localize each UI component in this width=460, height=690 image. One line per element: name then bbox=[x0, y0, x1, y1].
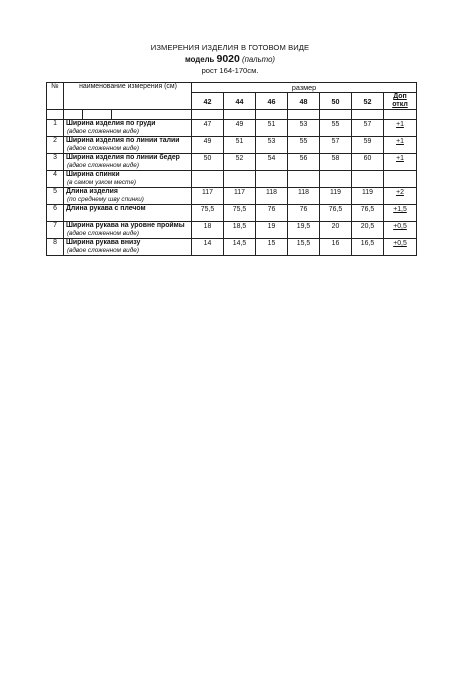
measurement-value: 14,5 bbox=[224, 239, 256, 256]
subheader-cell bbox=[224, 110, 256, 120]
table-row bbox=[47, 120, 417, 137]
measurement-value bbox=[192, 171, 224, 188]
measurement-value: 57 bbox=[320, 137, 352, 154]
measurement-value: 59 bbox=[352, 137, 384, 154]
table-row bbox=[47, 188, 417, 205]
tolerance-value: +1,5 bbox=[393, 206, 407, 213]
column-header-size-group: размер bbox=[192, 83, 417, 93]
subheader-cell bbox=[64, 110, 192, 120]
table-row bbox=[47, 222, 417, 239]
subheader-split-part bbox=[83, 110, 112, 119]
measurement-name-cell bbox=[64, 188, 192, 205]
measurement-value: 53 bbox=[288, 120, 320, 137]
size-header-48: 48 bbox=[288, 93, 320, 110]
row-number: 5 bbox=[47, 188, 64, 205]
tolerance-cell bbox=[384, 137, 417, 154]
measurement-value: 16,5 bbox=[352, 239, 384, 256]
measurement-value: 19,5 bbox=[288, 222, 320, 239]
measurement-name-cell bbox=[64, 120, 192, 137]
measurements-table bbox=[46, 82, 417, 256]
measurement-value: 54 bbox=[256, 154, 288, 171]
tolerance-value: +1 bbox=[396, 155, 404, 162]
measurement-name: Ширина изделия по линии талии bbox=[66, 137, 180, 144]
row-number: 4 bbox=[47, 171, 64, 188]
measurement-name: Ширина рукава внизу bbox=[66, 239, 141, 246]
model-line bbox=[0, 54, 460, 66]
measurement-value: 15,5 bbox=[288, 239, 320, 256]
measurement-value: 75,5 bbox=[224, 205, 256, 222]
size-header-46: 46 bbox=[256, 93, 288, 110]
height-range: рост 164-170см. bbox=[201, 66, 259, 75]
document-header bbox=[0, 42, 460, 77]
tolerance-value: +0,5 bbox=[393, 223, 407, 230]
table-row bbox=[47, 239, 417, 256]
measurement-note: (вдвое сложенном виде) bbox=[67, 145, 139, 152]
measurement-note: (вдвое сложенном виде) bbox=[67, 247, 139, 254]
measurement-name: Ширина рукава на уровне проймы bbox=[66, 222, 185, 229]
measurement-value: 19 bbox=[256, 222, 288, 239]
measurement-note: (вдвое сложенном виде) bbox=[67, 128, 139, 135]
subheader-cell bbox=[320, 110, 352, 120]
table-header-row-1 bbox=[47, 83, 417, 93]
measurement-name: Ширина изделия по груди bbox=[66, 120, 156, 127]
measurement-value: 20 bbox=[320, 222, 352, 239]
tolerance-header-line-1: Доп bbox=[393, 93, 407, 100]
measurement-value: 76 bbox=[256, 205, 288, 222]
tolerance-cell bbox=[384, 205, 417, 222]
measurement-value: 55 bbox=[320, 120, 352, 137]
subheader-split bbox=[64, 110, 191, 119]
row-number: 3 bbox=[47, 154, 64, 171]
measurement-name-cell bbox=[64, 171, 192, 188]
measurement-note: (по среднему шву спинки) bbox=[67, 196, 144, 203]
tolerance-header-line-2: откл bbox=[392, 101, 408, 108]
size-header-44: 44 bbox=[224, 93, 256, 110]
subheader-cell bbox=[47, 110, 64, 120]
subheader-cell bbox=[256, 110, 288, 120]
measurement-value: 119 bbox=[320, 188, 352, 205]
tolerance-cell bbox=[384, 120, 417, 137]
tolerance-value: +2 bbox=[396, 189, 404, 196]
measurement-note: (вдвое сложенном виде) bbox=[67, 162, 139, 169]
table-row bbox=[47, 137, 417, 154]
document-title: ИЗМЕРЕНИЯ ИЗДЕЛИЯ В ГОТОВОМ ВИДЕ bbox=[150, 43, 310, 52]
model-label: модель bbox=[184, 54, 215, 64]
size-header-52: 52 bbox=[352, 93, 384, 110]
measurement-value: 76,5 bbox=[320, 205, 352, 222]
measurement-name-cell bbox=[64, 239, 192, 256]
model-type: (пальто) bbox=[242, 54, 276, 64]
measurement-value: 18 bbox=[192, 222, 224, 239]
measurement-name-cell bbox=[64, 205, 192, 222]
measurement-value: 119 bbox=[352, 188, 384, 205]
measurement-value: 76 bbox=[288, 205, 320, 222]
table-subheader-row bbox=[47, 110, 417, 120]
measurement-value: 118 bbox=[288, 188, 320, 205]
measurement-name: Ширина спинки bbox=[66, 171, 120, 178]
measurement-value: 20,5 bbox=[352, 222, 384, 239]
measurement-value: 51 bbox=[256, 120, 288, 137]
size-header-42: 42 bbox=[192, 93, 224, 110]
measurement-value: 57 bbox=[352, 120, 384, 137]
table-row bbox=[47, 154, 417, 171]
measurement-value: 49 bbox=[192, 137, 224, 154]
measurement-value: 58 bbox=[320, 154, 352, 171]
row-number: 1 bbox=[47, 120, 64, 137]
measurement-value: 49 bbox=[224, 120, 256, 137]
measurement-value: 75,5 bbox=[192, 205, 224, 222]
model-number: 9020 bbox=[216, 52, 240, 65]
tolerance-cell bbox=[384, 154, 417, 171]
measurement-value: 14 bbox=[192, 239, 224, 256]
measurement-value: 52 bbox=[224, 154, 256, 171]
measurement-value: 15 bbox=[256, 239, 288, 256]
size-header-50: 50 bbox=[320, 93, 352, 110]
measurement-note: (вдвое сложенном виде) bbox=[67, 230, 139, 237]
measurement-name: Длина изделия bbox=[66, 188, 118, 195]
tolerance-value: +1 bbox=[396, 121, 404, 128]
row-number: 2 bbox=[47, 137, 64, 154]
measurement-name: Длина рукава с плечом bbox=[66, 205, 146, 212]
subheader-split-part bbox=[64, 110, 83, 119]
tolerance-cell bbox=[384, 239, 417, 256]
tolerance-cell bbox=[384, 222, 417, 239]
measurement-value: 55 bbox=[288, 137, 320, 154]
measurement-name-cell bbox=[64, 137, 192, 154]
subheader-cell bbox=[288, 110, 320, 120]
measurement-note: (в самом узком месте) bbox=[67, 179, 137, 186]
subheader-cell bbox=[384, 110, 417, 120]
row-number: 8 bbox=[47, 239, 64, 256]
measurement-name-cell bbox=[64, 154, 192, 171]
tolerance-value: +0,5 bbox=[393, 240, 407, 247]
measurement-name-cell bbox=[64, 222, 192, 239]
column-header-tolerance bbox=[384, 93, 417, 110]
measurement-name: Ширина изделия по линии бедер bbox=[66, 154, 180, 161]
measurement-value: 117 bbox=[192, 188, 224, 205]
column-header-number: № bbox=[47, 83, 64, 110]
measurement-value: 56 bbox=[288, 154, 320, 171]
tolerance-cell bbox=[384, 188, 417, 205]
subheader-cell bbox=[192, 110, 224, 120]
row-number: 6 bbox=[47, 205, 64, 222]
tolerance-value: +1 bbox=[396, 138, 404, 145]
column-header-name bbox=[64, 83, 192, 110]
measurement-value: 47 bbox=[192, 120, 224, 137]
measurement-value: 51 bbox=[224, 137, 256, 154]
measurement-value bbox=[256, 171, 288, 188]
subheader-cell bbox=[352, 110, 384, 120]
measurement-value bbox=[224, 171, 256, 188]
measurement-value bbox=[352, 171, 384, 188]
measurement-value bbox=[320, 171, 352, 188]
table-row bbox=[47, 171, 417, 188]
table-row bbox=[47, 205, 417, 222]
measurement-value: 50 bbox=[192, 154, 224, 171]
measurement-value: 18,5 bbox=[224, 222, 256, 239]
measurement-value: 60 bbox=[352, 154, 384, 171]
measurement-value: 53 bbox=[256, 137, 288, 154]
measurement-value: 76,5 bbox=[352, 205, 384, 222]
measurement-value: 118 bbox=[256, 188, 288, 205]
measurement-value: 16 bbox=[320, 239, 352, 256]
measurement-value: 117 bbox=[224, 188, 256, 205]
measurement-value bbox=[288, 171, 320, 188]
row-number: 7 bbox=[47, 222, 64, 239]
tolerance-cell bbox=[384, 171, 417, 188]
column-header-name-text: наименование измерения (см) bbox=[79, 83, 177, 90]
